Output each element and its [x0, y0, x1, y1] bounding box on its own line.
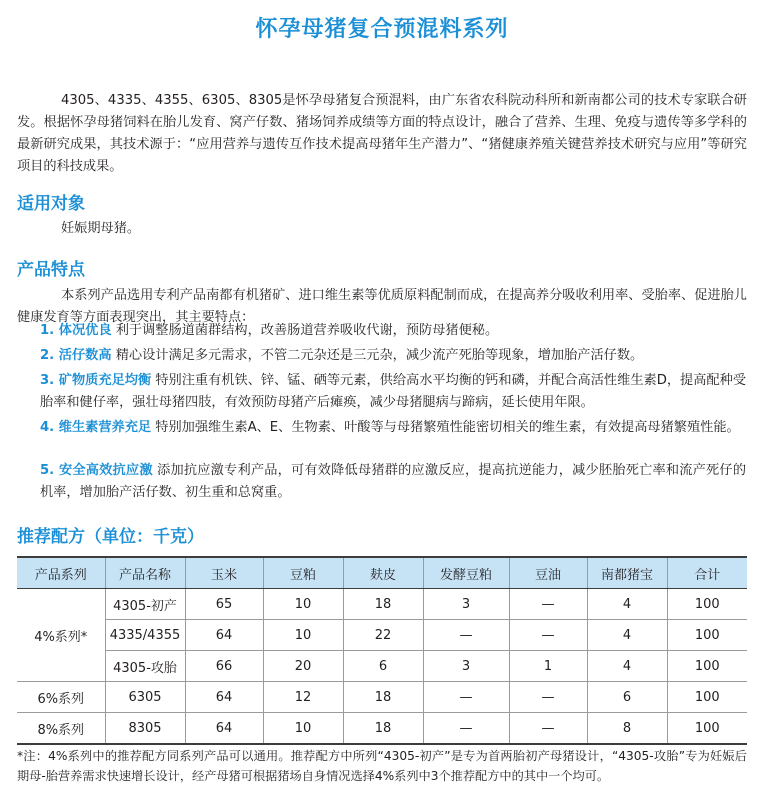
table-row [17, 620, 747, 651]
feature-key: 活仔数高 [58, 348, 112, 363]
table-cell: 66 [185, 651, 263, 682]
intro-paragraph: 4305、4335、4355、6305、8305是怀孕母猪复合预混料，由广东省农科院动科所和新南都公司的技术专家联合研发。根据怀孕母猪饲料在胎儿发育、窝产仔数、猪场饲养成绩等方面的特点设计，融合了营养、生理、免疫与遗传等多学科的最新研究成果，其技术源于：“应用营养与遗传互作技术提高母猪年生产潜力”、“猪健康养殖关键营养技术研究与应用”等研究项目的科技成果。 [17, 93, 747, 174]
feature-text: 利于调整肠道菌群结构，改善肠道营养吸收代谢，预防母猪便秘。 [111, 323, 499, 338]
table-cell: 6 [587, 682, 667, 713]
table-cell: 18 [343, 589, 423, 620]
table-cell: 10 [263, 713, 343, 745]
table-cell: 4335/4355 [105, 620, 185, 651]
table-cell: 4 [587, 651, 667, 682]
table-cell: — [509, 713, 587, 745]
features-intro: 本系列产品选用专利产品南都有机猪矿、进口维生素等优质原料配制而成，在提高养分吸收利用率、受胎率、促进胎儿健康发育等方面表现突出，其主要特点： [17, 288, 747, 325]
table-cell: — [423, 713, 509, 745]
feature-number: 2. [40, 348, 59, 363]
table-cell: 64 [185, 682, 263, 713]
feature-item [40, 370, 746, 414]
column-header: 产品名称 [105, 557, 185, 589]
feature-key: 体况优良 [58, 323, 112, 338]
table-cell: 1 [509, 651, 587, 682]
table-cell: — [509, 589, 587, 620]
table-row [17, 589, 747, 620]
page-title: 怀孕母猪复合预混料系列 [255, 17, 509, 42]
table-cell: — [423, 620, 509, 651]
column-header: 豆油 [509, 557, 587, 589]
table-cell: 18 [343, 682, 423, 713]
table-cell: 4305-攻胎 [105, 651, 185, 682]
table-cell: 4 [587, 620, 667, 651]
feature-item [40, 320, 746, 342]
column-header: 南都猪宝 [587, 557, 667, 589]
table-cell: 8 [587, 713, 667, 745]
feature-text: 特别加强维生素A、E、生物素、叶酸等与母猪繁殖性能密切相关的维生素，有效提高母猪繁殖性能。 [151, 420, 740, 435]
table-cell: 100 [667, 589, 747, 620]
feature-key: 维生素营养充足 [58, 420, 152, 435]
table-cell: — [423, 682, 509, 713]
feature-number: 1. [40, 323, 59, 338]
table-cell: 100 [667, 651, 747, 682]
table-cell: 12 [263, 682, 343, 713]
column-header: 产品系列 [17, 557, 105, 589]
feature-item [40, 417, 746, 439]
table-header-row [17, 557, 747, 589]
table-cell: — [509, 682, 587, 713]
table-cell: — [509, 620, 587, 651]
column-header: 豆粕 [263, 557, 343, 589]
table-cell: 100 [667, 682, 747, 713]
column-header: 发酵豆粕 [423, 557, 509, 589]
table-cell: 64 [185, 713, 263, 745]
applicable-text: 妊娠期母猪。 [61, 221, 141, 236]
applicable-heading: 适用对象 [17, 194, 85, 214]
table-cell: 3 [423, 651, 509, 682]
feature-number: 3. [40, 373, 59, 388]
formula-table [17, 556, 747, 745]
table-row [17, 651, 747, 682]
column-header: 合计 [667, 557, 747, 589]
table-cell: 10 [263, 620, 343, 651]
table-cell: 20 [263, 651, 343, 682]
table-cell: 64 [185, 620, 263, 651]
table-cell: 4305-初产 [105, 589, 185, 620]
feature-key: 安全高效抗应激 [58, 463, 153, 478]
column-header: 麸皮 [343, 557, 423, 589]
feature-text: 添加抗应激专利产品，可有效降低母猪群的应激反应，提高抗逆能力，减少胚胎死亡率和流产死仔的机率，增加胎产活仔数、初生重和总窝重。 [40, 463, 747, 500]
table-cell: 22 [343, 620, 423, 651]
table-cell: 65 [185, 589, 263, 620]
footnote: *注：4%系列中的推荐配方同系列产品可以通用。推荐配方中所列“4305-初产”是专为首两胎初产母猪设计，“4305-攻胎”专为妊娠后期母-胎营养需求快速增长设计，经产母猪可根据猪场自身情况选择4%系列中3个推荐配方中的其中一个均可。 [17, 749, 747, 783]
column-header: 玉米 [185, 557, 263, 589]
series-cell: 8%系列 [17, 713, 105, 745]
table-row [17, 682, 747, 713]
table-cell: 6 [343, 651, 423, 682]
table-row [17, 713, 747, 745]
table-cell: 4 [587, 589, 667, 620]
series-cell: 6%系列 [17, 682, 105, 713]
feature-number: 4. [40, 420, 59, 435]
formula-heading: 推荐配方（单位：千克） [17, 527, 204, 547]
table-cell: 6305 [105, 682, 185, 713]
table-cell: 3 [423, 589, 509, 620]
feature-text: 精心设计满足多元需求，不管二元杂还是三元杂，减少流产死胎等现象，增加胎产活仔数。 [111, 348, 644, 363]
table-cell: 8305 [105, 713, 185, 745]
series-cell: 4%系列* [17, 589, 105, 682]
feature-number: 5. [40, 463, 59, 478]
feature-item [40, 460, 746, 504]
table-cell: 18 [343, 713, 423, 745]
table-cell: 100 [667, 713, 747, 745]
table-cell: 100 [667, 620, 747, 651]
table-cell: 10 [263, 589, 343, 620]
feature-item [40, 345, 746, 367]
feature-key: 矿物质充足均衡 [58, 373, 152, 388]
feature-text: 特别注重有机铁、锌、锰、硒等元素，供给高水平均衡的钙和磷，并配合高活性维生素D，提高配种受胎率和健仔率，强壮母猪四肢，有效预防母猪产后瘫痪，减少母猪腿病与蹄病，延长使用年限。 [40, 373, 747, 410]
features-heading: 产品特点 [17, 260, 85, 280]
table-body [17, 589, 747, 745]
